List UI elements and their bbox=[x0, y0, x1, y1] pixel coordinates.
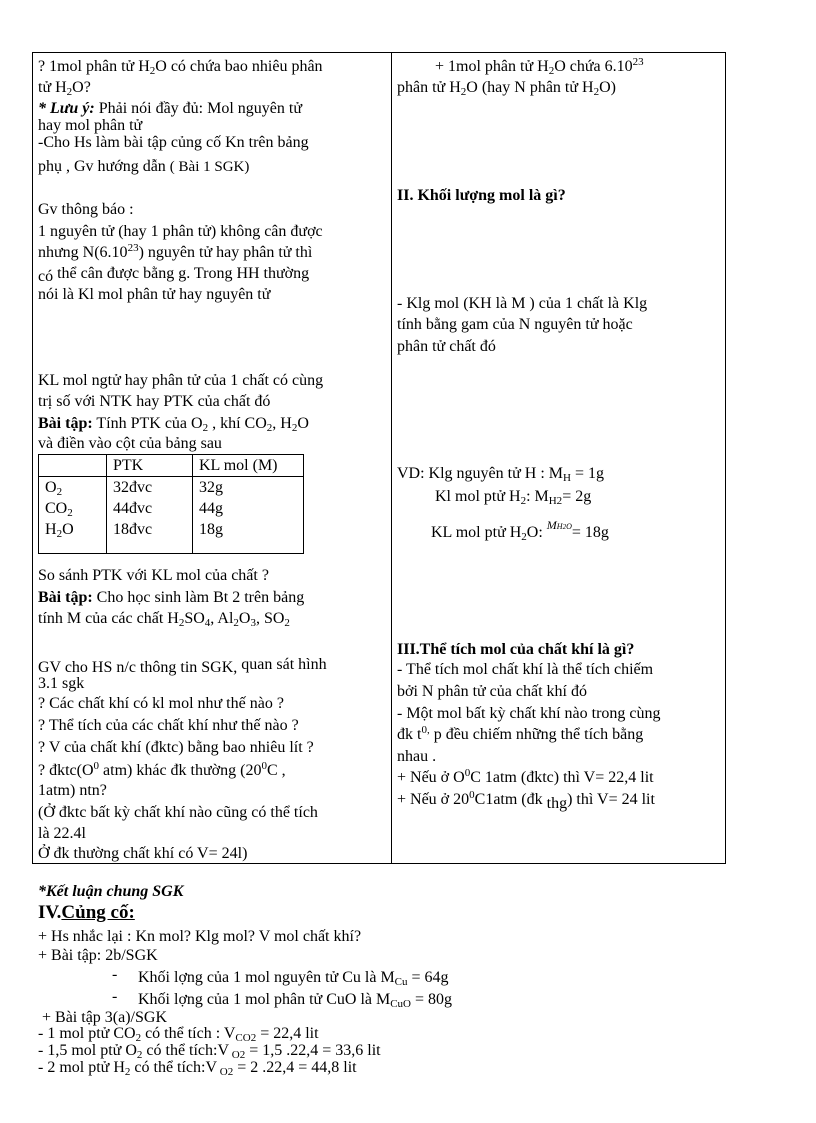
table-cell: 18đvc bbox=[107, 519, 193, 554]
review-2: + Bài tập: 2b/SGK bbox=[38, 947, 158, 964]
right-line-1: + 1mol phân tử $H_2O$ chứa 6.10$^{23}$ bbox=[435, 56, 644, 77]
table-cell: $H_2O$ bbox=[39, 519, 107, 554]
review-8: - 2 mol ptử $H_2$ có thể tích:V $_{O2}$ = 2 .22,4 = 44,8 lit bbox=[38, 1059, 357, 1078]
table-header: KL mol (M) bbox=[193, 455, 304, 477]
exercise-1-cont: và điền vào cột của bảng sau bbox=[38, 435, 222, 452]
announce-line-2: nhưng N(6.10$^{23}$) nguyên tử hay phân tử thì bbox=[38, 242, 313, 261]
review-6: - 1 mol ptử $CO_2$ có thể tích : $V_{CO2} = 22,4$ lit bbox=[38, 1025, 319, 1044]
table-header bbox=[39, 455, 107, 477]
table-cell: 32g bbox=[193, 477, 304, 499]
question-1: ? 1mol phân tử $H_2O$ có chứa bao nhiêu phân bbox=[38, 58, 323, 77]
table-cell: 32đvc bbox=[107, 477, 193, 499]
section-2-heading: II. Khối lượng mol là gì? bbox=[397, 187, 566, 204]
volume-def-1: - Thể tích mol chất khí là thể tích chiếm bbox=[397, 661, 654, 678]
review-5: + Bài tập 3(a)/SGK bbox=[42, 1009, 167, 1026]
example-2: Kl mol ptử $H_2$: $M_{H2}= 2g$ bbox=[435, 488, 592, 507]
task-line-2: phụ , Gv hướng dẫn ( Bài 1 SGK) bbox=[38, 158, 250, 175]
volume-def-5: nhau . bbox=[397, 748, 437, 765]
review-3: Khối lợng của 1 mol nguyên tử Cu là $M_{Cu} = 64g$ bbox=[138, 969, 449, 988]
section-3-heading: III.Thể tích mol của chất khí là gì? bbox=[397, 641, 635, 658]
right-line-2: phân tử $H_2O$ (hay N phân tử $H_2O$) bbox=[397, 79, 616, 98]
question-1-cont: tử $H_2O$? bbox=[38, 79, 91, 98]
section-4-heading: IV.Củng cố: bbox=[38, 902, 135, 923]
example-1: VD: Klg nguyên tử H : $M_H = 1g$ bbox=[397, 465, 604, 484]
volume-def-2: bởi N phân tử của chất khí đó bbox=[397, 683, 587, 700]
review-1: + Hs nhắc lại : Kn mol? Klg mol? V mol chất khí? bbox=[38, 928, 362, 945]
table-cell: $CO_2$ bbox=[39, 498, 107, 519]
review-7: - 1,5 mol ptử $O_2$ có thể tích:V $_{O2}$ = 1,5 .22,4 = 33,6 lit bbox=[38, 1042, 381, 1061]
gv-announce: Gv thông báo : bbox=[38, 201, 134, 218]
volume-normal: + Nếu ở $20^0C1atm$ (đk thg) thì V= 24 lit bbox=[397, 789, 655, 812]
conclusion: *Kết luận chung SGK bbox=[38, 883, 184, 900]
bullet-dash: - bbox=[112, 988, 118, 1005]
molar-mass-table bbox=[38, 454, 304, 554]
gv-instruction-cont: 3.1 sgk bbox=[38, 675, 85, 692]
exercise-1: Bài tập: Tính PTK của $O_2$ , khí $CO_2$, $H_2O$ bbox=[38, 415, 309, 434]
announce-line-3: có thể cân được bằng g. Trong HH thường bbox=[38, 265, 310, 285]
molar-mass-def-3: phân tử chất đó bbox=[397, 338, 496, 355]
announce-line-4: nói là Kl mol phân tử hay nguyên tử bbox=[38, 286, 271, 303]
gv-instruction: GV cho HS n/c thông tin SGK, quan sát hình bbox=[38, 656, 327, 676]
table-cell: 44đvc bbox=[107, 498, 193, 519]
announce-line-1: 1 nguyên tử (hay 1 phân tử) không cân được bbox=[38, 223, 323, 240]
example-3: KL mol ptử $H_2O$: $^{MH2O}$= 18g bbox=[431, 518, 609, 543]
exercise-2-cont: tính M của các chất $H_2SO_4$, $Al_2O_3$, $SO_2$ bbox=[38, 610, 290, 629]
question-d-cont: 1atm) ntn? bbox=[38, 782, 107, 799]
table-cell: 44g bbox=[193, 498, 304, 519]
question-d: ? $đktc(O^0$ atm) khác đk thường ($20^0C$ , bbox=[38, 760, 286, 779]
column-divider bbox=[391, 53, 392, 863]
question-a: ? Các chất khí có kl mol như thế nào ? bbox=[38, 695, 284, 712]
note-cont: hay mol phân tử bbox=[38, 117, 143, 134]
answer-line-3: Ở đk thường chất khí có V= 24l) bbox=[38, 845, 248, 862]
volume-stp: + Nếu ở $O^0C$ 1atm (đktc) thì V= 22,4 lit bbox=[397, 767, 654, 786]
volume-def-3: - Một mol bất kỳ chất khí nào trong cùng bbox=[397, 705, 661, 722]
exercise-2: Bài tập: Cho học sinh làm Bt 2 trên bảng bbox=[38, 589, 305, 606]
table-cell: $O_2$ bbox=[39, 477, 107, 499]
table-cell: 18g bbox=[193, 519, 304, 554]
review-4: Khối lợng của 1 mol phân tử CuO là $M_{CuO} = 80g$ bbox=[138, 991, 453, 1010]
compare-question: So sánh PTK với KL mol của chất ? bbox=[38, 567, 269, 584]
kl-line-2: trị số với NTK hay PTK của chất đó bbox=[38, 393, 271, 410]
task-line-1: -Cho Hs làm bài tập củng cố Kn trên bảng bbox=[38, 134, 309, 151]
molar-mass-def-1: - Klg mol (KH là M ) của 1 chất là Klg bbox=[397, 295, 648, 312]
molar-mass-def-2: tính bằng gam của N nguyên tử hoặc bbox=[397, 316, 633, 333]
answer-line-1: (Ở đktc bất kỳ chất khí nào cũng có thể tích bbox=[38, 804, 318, 821]
kl-line-1: KL mol ngtử hay phân tử của 1 chất có cùng bbox=[38, 372, 324, 389]
note: * Lưu ý: Phải nói đầy đủ: Mol nguyên tử bbox=[38, 100, 303, 117]
question-c: ? V của chất khí (đktc) bằng bao nhiêu lít ? bbox=[38, 739, 314, 756]
bullet-dash: - bbox=[112, 966, 118, 983]
answer-line-2: là 22.4l bbox=[38, 825, 86, 842]
volume-def-4: đk $t^{0,}$ p đều chiếm những thể tích bằng bbox=[397, 724, 644, 743]
table-header: PTK bbox=[107, 455, 193, 477]
question-b: ? Thể tích của các chất khí như thế nào ? bbox=[38, 717, 299, 734]
